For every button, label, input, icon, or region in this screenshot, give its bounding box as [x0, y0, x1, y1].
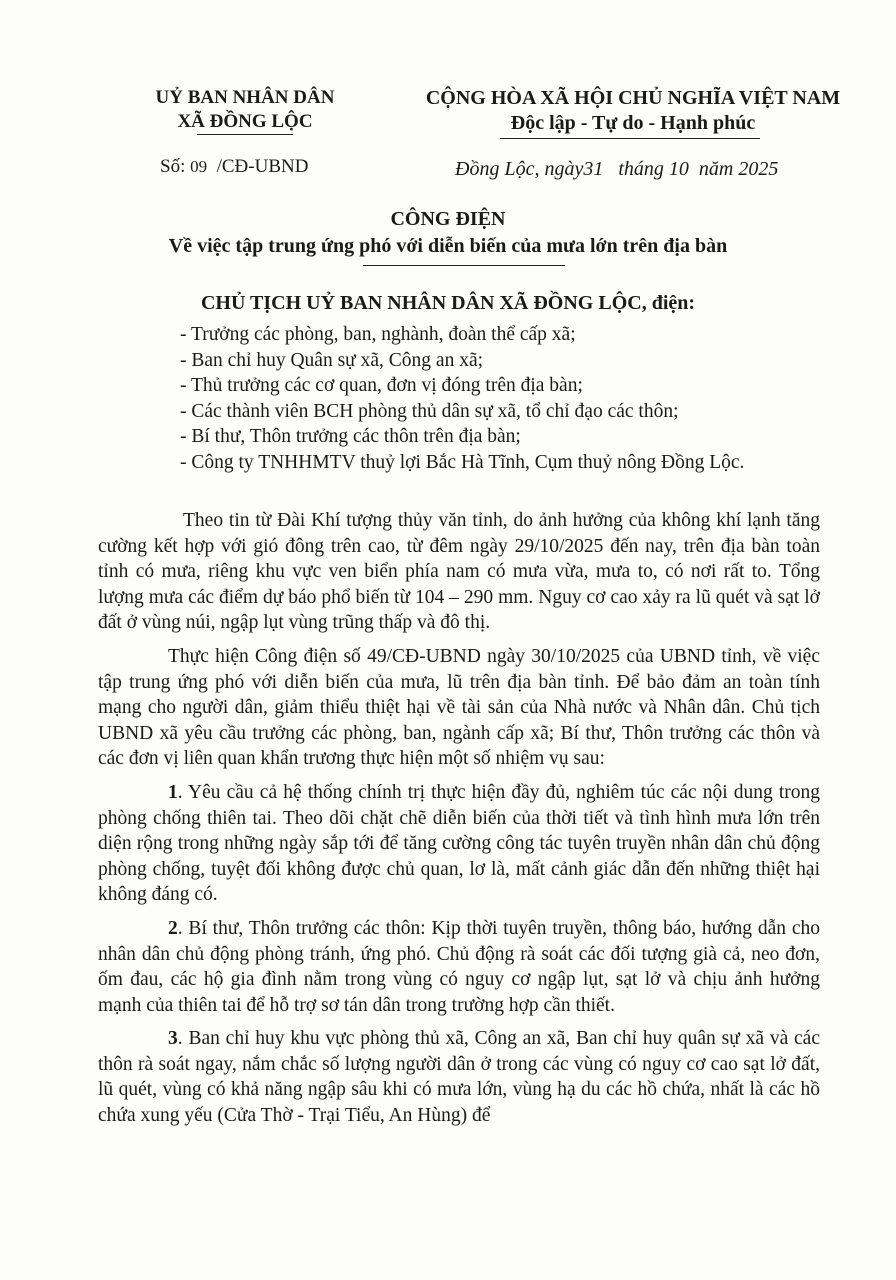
- issuing-authority: [120, 86, 370, 134]
- task-number: 3: [168, 1028, 178, 1050]
- sender-line: CHỦ TỊCH UỶ BAN NHÂN DÂN XÃ ĐỒNG LỘC, điện:: [200, 292, 696, 314]
- org-line-2: XÃ ĐỒNG LỘC: [177, 111, 313, 132]
- recipient-item: - Ban chỉ huy Quân sự xã, Công an xã;: [180, 349, 484, 371]
- task-number: 2: [168, 917, 178, 939]
- recipient-item: - Bí thư, Thôn trưởng các thôn trên địa bàn;: [180, 426, 521, 447]
- national-header: [400, 86, 866, 136]
- task-text: . Yêu cầu cả hệ thống chính trị thực hiện đầy đủ, nghiêm túc các nội dung trong phòng chống thiên tai. Theo dõi chặt chẽ diễn biến của thời tiết và tình hình mưa lớn trên diện rộng trong những ngày sắp tới để tăng cường công tác tuyên truyền nhân dân chủ động phòng chống, tuyệt đối không được chủ quan, lơ là, mất cảnh giác dẫn đến những thiệt hại không đáng có.: [98, 781, 820, 906]
- recipient-list: [180, 322, 860, 475]
- nation-name: CỘNG HÒA XÃ HỘI CHỦ NGHĨA VIỆT NAM: [425, 87, 841, 109]
- motto-underline: [500, 138, 760, 139]
- recipient-item: - Trưởng các phòng, ban, nghành, đoàn thể cấp xã;: [180, 324, 576, 345]
- document-body: [98, 508, 820, 1137]
- number-suffix: /CĐ-UBND: [207, 156, 309, 177]
- task-item-2: [98, 916, 820, 1018]
- authority-underline: [197, 134, 293, 135]
- task-number: 1: [168, 781, 178, 803]
- paragraph-directive: Thực hiện Công điện số 49/CĐ-UBND ngày 30/10/2025 của UBND tỉnh, về việc tập trung ứng phó với diễn biến của mưa, lũ trên địa bàn tỉnh. Để bảo đảm an toàn tính mạng cho người dân, giảm thiểu thiệt hại về tài sản của Nhà nước và Nhân dân. Chủ tịch UBND xã yêu cầu trưởng các phòng, ban, ngành cấp xã; Bí thư, Thôn trưởng các thôn và các đơn vị liên quan khẩn trương thực hiện một số nhiệm vụ sau:: [98, 645, 820, 770]
- document-subject: Về việc tập trung ứng phó với diễn biến của mưa lớn trên địa bàn: [168, 235, 728, 257]
- recipient-item: - Công ty TNHHMTV thuỷ lợi Bắc Hà Tĩnh, Cụm thuỷ nông Đồng Lộc.: [180, 451, 745, 473]
- recipient-item: - Các thành viên BCH phòng thủ dân sự xã, tổ chỉ đạo các thôn;: [180, 400, 679, 422]
- recipient-item: - Thủ trưởng các cơ quan, đơn vị đóng trên địa bàn;: [180, 375, 583, 396]
- paragraph-weather: Theo tin từ Đài Khí tượng thủy văn tỉnh, do ảnh hưởng của không khí lạnh tăng cường kết hợp với gió đông trên cao, từ đêm ngày 29/10/2025 đến nay, trên địa bàn toàn tỉnh có mưa, riêng khu vực ven biển phía nam có mưa vừa, mưa to, có nơi rất to. Tổng lượng mưa các điểm dự báo phổ biến từ 104 – 290 mm. Nguy cơ cao xảy ra lũ quét và sạt lở đất ở vùng núi, ngập lụt vùng trũng thấp và đô thị.: [98, 510, 820, 634]
- task-item-1: [98, 780, 820, 908]
- task-text: . Bí thư, Thôn trưởng các thôn: Kịp thời tuyên truyền, thông báo, hướng dẫn cho nhân dân chủ động phòng tránh, ứng phó. Chủ động rà soát các đối tượng già cả, neo đơn, ốm đau, các hộ gia đình nằm trong vùng có nguy cơ ngập lụt, sạt lở và chịu ảnh hưởng mạnh của thiên tai để hỗ trợ sơ tán dân trong trường hợp cần thiết.: [98, 917, 820, 1016]
- place-date: Đồng Lộc, ngày31 tháng 10 năm 2025: [455, 158, 779, 180]
- number-value: 09: [190, 157, 208, 176]
- number-prefix: Số:: [160, 156, 191, 177]
- subject-underline: [363, 265, 565, 266]
- document-number: [160, 156, 308, 178]
- org-line-1: UỶ BAN NHÂN DÂN: [155, 87, 335, 108]
- national-motto: Độc lập - Tự do - Hạnh phúc: [510, 112, 756, 134]
- task-text: . Ban chỉ huy khu vực phòng thủ xã, Công an xã, Ban chỉ huy quân sự xã và các thôn rà soát ngay, nắm chắc số lượng người dân ở trong các vùng có nguy cơ cao sạt lở đất, lũ quét, vùng có khả năng ngập sâu khi có mưa lớn, vùng hạ du các hồ chứa, nhất là các hồ chứa xung yếu (Cửa Thờ - Trại Tiểu, An Hùng) để: [98, 1028, 820, 1127]
- task-item-3: [98, 1026, 820, 1128]
- document-type: CÔNG ĐIỆN: [390, 208, 506, 230]
